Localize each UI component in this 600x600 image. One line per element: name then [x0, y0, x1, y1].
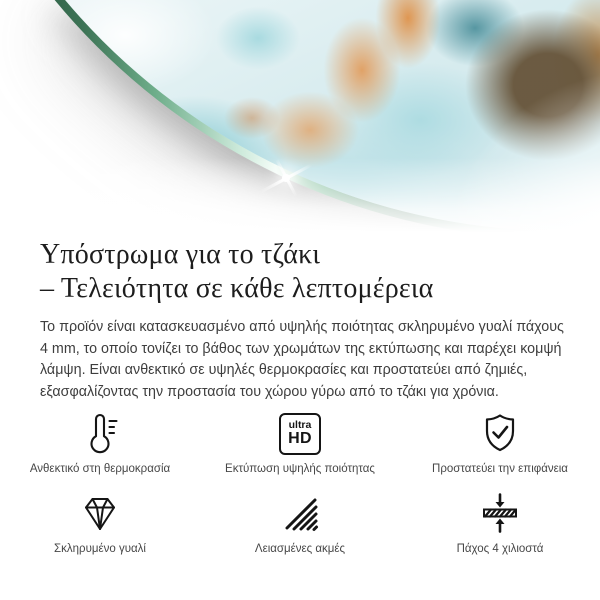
- feature-tempered-glass: [0, 489, 200, 557]
- feature-label: Σκληρυμένο γυαλί: [54, 542, 146, 555]
- feature-surface-protection: [400, 409, 600, 477]
- feature-label: Λειασμένες ακμές: [254, 542, 346, 555]
- product-description-section: [0, 238, 600, 557]
- shield-check-icon: [478, 409, 522, 455]
- product-description: Το προϊόν είναι κατασκευασμένο από υψηλής ποιότητας σκληρυμένο γυαλί πάχους 4 mm, το οποίο τονίζει το βάθος των χρωμάτων της εκτύπωσης και παρέχει κομψή λάμψη. Είναι ανθεκτικό σε υψηλές θερμοκρασίες και προστατεύει από ζημιές, εξασφαλίζοντας την προστασία του χώρου γύρω από το τζάκι για χρόνια.: [40, 319, 564, 400]
- ultra-hd-badge: [279, 413, 321, 455]
- diamond-icon: [78, 489, 122, 535]
- feature-print-quality: [200, 409, 400, 477]
- sparkle-core: [282, 174, 290, 182]
- thickness-arrows-icon: [478, 489, 522, 535]
- feature-label: Εκτύπωση υψηλής ποιότητας: [225, 462, 375, 475]
- glass-disc: [0, 0, 600, 232]
- feature-label: Προστατεύει την επιφάνεια: [432, 462, 568, 475]
- feature-label: Πάχος 4 χιλιοστά: [456, 542, 544, 555]
- thermometer-icon: [78, 409, 122, 455]
- feature-label: Ανθεκτικό στη θερμοκρασία: [29, 462, 171, 475]
- ultra-hd-badge-top-text: ultra: [288, 419, 312, 432]
- page-title-line1: Υπόστρωμα για το τζάκι: [40, 239, 321, 270]
- ultra-hd-badge-bottom-text: HD: [288, 429, 312, 447]
- product-photo: [0, 0, 600, 232]
- page-title: [40, 238, 562, 305]
- polished-edges-icon: [278, 489, 322, 535]
- feature-thickness: [400, 489, 600, 557]
- feature-heat-resistant: [0, 409, 200, 477]
- feature-polished-edges: [200, 489, 400, 557]
- features-grid: [0, 409, 600, 557]
- page-title-line2: – Τελειότητα σε κάθε λεπτομέρεια: [40, 272, 434, 304]
- ultra-hd-icon: [279, 409, 321, 455]
